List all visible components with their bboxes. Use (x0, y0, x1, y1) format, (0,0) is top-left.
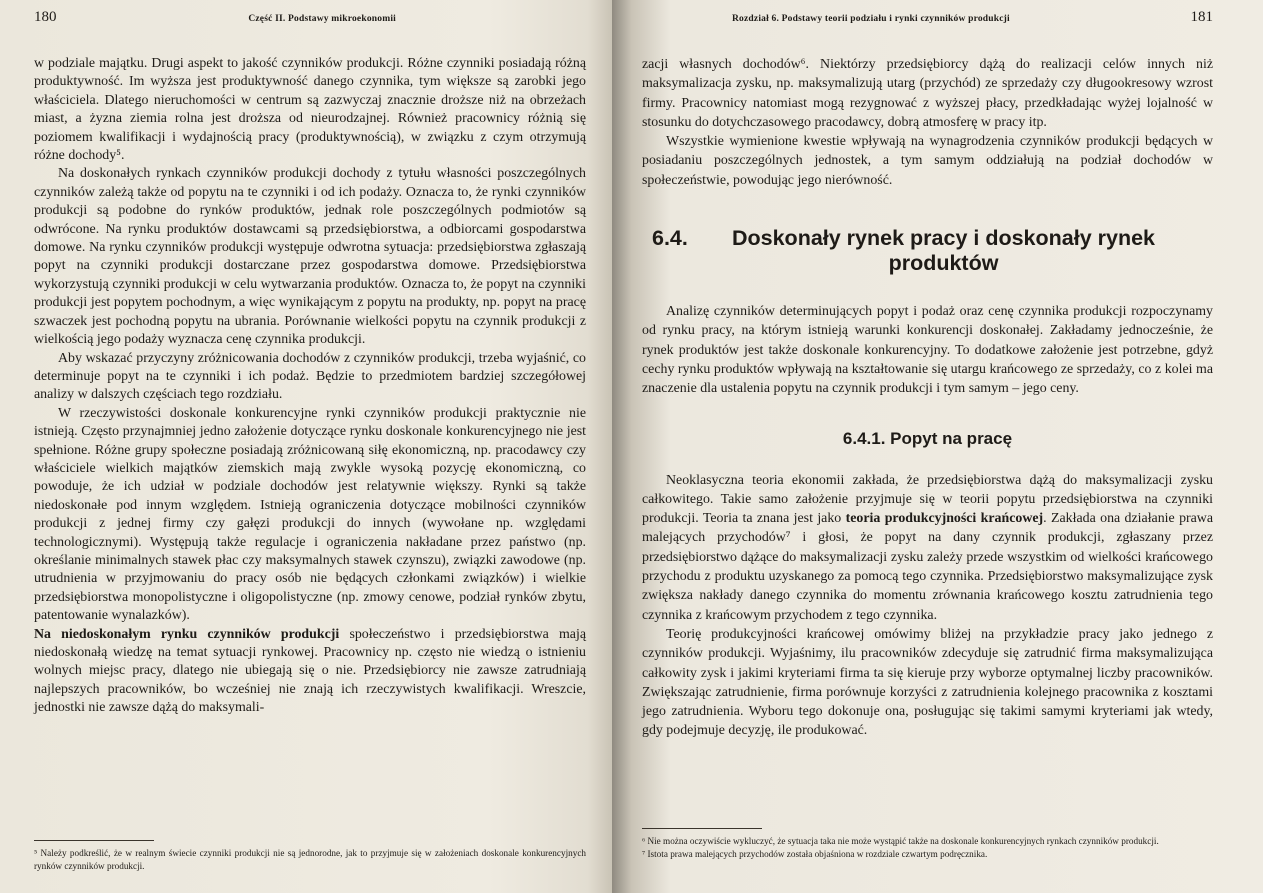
bold-term: Na niedoskonałym rynku czynników produkcji (34, 626, 340, 642)
paragraph: Teorię produkcyjności krańcowej omówimy bliżej na przykładzie pracy jako jednego z czynników produkcji. Wyjaśnimy, ilu pracowników zdecyduje się zatrudnić firma maksymalizująca całkowity zysk i jakimi kryteriami firma ta się kieruje przy wyborze optymalnej liczby pracowników. Zwiększając zatrudnienie, firma porównuje korzyści z zatrudnienia kolejnego pracownika z kosztami jego zatrudnienia. Wyboru tego dokonuje ona, posługując się takimi samymi kryteriami jak wtedy, gdy podejmuje decyzję, ile produkować. (642, 626, 1213, 739)
paragraph: Na doskonałych rynkach czynników produkcji dochody z tytułu własności poszczególnych czynników zależą także od popytu na te czynniki i od ich podaży. Oznacza to, że rynki czynników produkcji są podobne do rynków produktów, jednak role poszczególnych podmiotów są odwrócone. Na rynku produktów dostawcami są przedsiębiorstwa, a odbiorcami gospodarstwa domowe. Na rynku czynników produkcji występuje odwrotna sytuacja: przedsiębiorstwa zgłaszają popyt na czynniki produkcji dostarczane przez gospodarstwa domowe. Przedsiębiorstwa wykorzystują czynniki produkcji w celu wytwarzania produktów. Oznacza to, że popyt na czynniki produkcji jest popytem pochodnym, a więc wynikającym z popytu na produkty, np. popyt na pracę szwaczek jest pochodną popytu na ubrania. Porównanie wielkości popytu na czynnik produkcji z wielkością jego podaży wyznacza cenę czynnika produkcji. (34, 166, 586, 348)
paragraph: W rzeczywistości doskonale konkurencyjne rynki czynników produkcji praktycznie nie istnieją. Często przynajmniej jedno założenie dotyczące rynku doskonale konkurencyjnego nie jest spełnione. Różne grupy społeczne posiadają zróżnicowaną siłę ekonomiczną, np. pracodawcy czy właściciele wielkich majątków ziemskich mają zwykle wysoką pozycję ekonomiczną, co powoduje, że ich udział w podziale dochodów jest relatywnie większy. Rynki są także niedoskonałe pod innym względem. Istnieją ograniczenia dotyczące mobilności czynników produkcji z jednej firmy czy gałęzi produkcji do innych (wywołane np. względami technologicznymi). Występują także regulacje i ograniczenia nakładane przez państwo (np. określanie minimalnych stawek płac czy maksymalnych stawek czynszu), związki zawodowe (np. utrudnienia w przyjmowaniu do pracy osób nie będących członkami związków) i wielkie przedsiębiorstwa monopolistyczne i oligopolistyczne (np. zmowy cenowe, podział rynków zbytu, patentowanie wynalazków). (34, 405, 586, 624)
footnote: ⁷ Istota prawa malejących przychodów została objaśniona w rozdziale czwartym podręcznika. (642, 848, 988, 859)
right-body (642, 55, 1213, 741)
footnote: ⁵ Należy podkreślić, że w realnym świecie czynniki produkcji nie są jednorodne, jak to przyjmuje się w założeniach doskonale konkurencyjnych rynków czynników produkcji. (34, 848, 586, 871)
right-page (612, 0, 1263, 893)
paragraph: w podziale majątku. Drugi aspekt to jakość czynników produkcji. Różne czynniki posiadają różną produktywność. Im wyższa jest produktywność danego czynnika, tym większe są zarobki jego właściciela. Dlatego nieruchomości w centrum są zazwyczaj znacznie droższe niż na obrzeżach miast, a żyzna ziemia rolna jest droższa od nieurodzajnej. Również pracownicy różnią się poziomem kwalifikacji i wydajnością pracy (produktywnością), w związku z czym otrzymują różne dochody⁵. (34, 56, 586, 164)
paragraph: zacji własnych dochodów⁶. Niektórzy przedsiębiorcy dążą do realizacji celów innych niż maksymalizacja zysku, np. maksymalizują utarg (przychód) ze sprzedaży czy długookresowy wzrost firmy. Pracownicy natomiast mogą rezygnować z wyższej płacy, przedkładając wyżej lojalność w stosunku do dotychczasowego pracodawcy, dobrą atmosferę w pracy itp. (642, 57, 1213, 130)
section-heading (652, 226, 1213, 276)
section-number: 6.4. (652, 226, 688, 251)
running-head: Część II. Podstawy mikroekonomii (248, 14, 396, 24)
paragraph: Wszystkie wymienione kwestie wpływają na wynagrodzenia czynników produkcji będących w posiadaniu poszczególnych jednostek, a tym samym oddziałują na podział dochodów w społeczeństwie, powodując jego nierówność. (642, 134, 1213, 188)
page-number: 181 (1190, 9, 1213, 25)
footnotes (34, 830, 586, 872)
footnote-rule (642, 828, 762, 829)
left-page (0, 0, 612, 893)
bold-term: teoria produkcyjności krańcowej (845, 511, 1044, 527)
paragraph-text: społeczeństwo i przedsiębiorstwa mają niedoskonałą wiedzę na temat sytuacji rynkowej. Pracownicy np. często nie wiedzą o istnieniu wolnych miejsc pracy, dlatego nie ubiegają się o nie. Przedsiębiorcy nie zawsze zatrudniają najlepszych pracowników, bo wcześniej nie znają ich rzeczywistych kwalifikacji. Wreszcie, jednostki nie zawsze dążą do maksymali- (34, 626, 586, 716)
paragraph-text: Neoklasyczna teoria ekonomii zakłada, że przedsiębiorstwa dążą do maksymalizacji zysku całkowitego. Takie samo założenie przyjmuje się w teorii popytu przedsiębiorstwa na czynniki produkcji. Teoria ta znana jest jako (642, 472, 1213, 527)
paragraph: Analizę czynników determinujących popyt i podaż oraz cenę czynnika produkcji rozpoczynamy od rynku pracy, na którym istnieją warunki konkurencji doskonałej. Zakładamy jednocześnie, że rynek produktów jest także doskonale konkurencyjny. To dodatkowe założenie jest potrzebne, gdyż cechy rynku produktów wpływają na kształtowanie się utargu krańcowego ze sprzedaży, co z kolei ma znaczenie dla ustalenia popytu na czynnik produkcji i tym samym – jego ceny. (642, 304, 1213, 397)
running-head: Rozdział 6. Podstawy teorii podziału i rynki czynników produkcji (732, 14, 1010, 24)
paragraph (34, 626, 586, 718)
left-body (34, 55, 586, 718)
right-header (642, 9, 1213, 41)
footnote-rule (34, 840, 154, 841)
footnotes (642, 818, 1213, 860)
paragraph (642, 471, 1213, 625)
left-header (34, 9, 586, 41)
paragraph: Aby wskazać przyczyny zróżnicowania dochodów z czynników produkcji, trzeba wyjaśnić, co determinuje popyt na te czynniki i ich podaż. Będzie to przedmiotem bardziej szczegółowej analizy w dalszych częściach tego rozdziału. (34, 350, 586, 403)
page-number: 180 (34, 9, 57, 25)
section-title: Doskonały rynek pracy i doskonały rynek produktów (731, 226, 1156, 276)
paragraph-text: . Zakłada ona działanie prawa malejących przychodów⁷ i głosi, że popyt na dany czynnik produkcji, zgłaszany przez przedsiębiorstwo dążące do maksymalizacji zysku zależy przede wszystkim od wielkości krańcowego przychodu z produktu uzyskanego za pomocą tego czynnika. Przedsiębiorstwo maksymalizujące zysk zwiększa nakłady danego czynnika do momentu zrównania krańcowego kosztu zatrudnienia tego czynnika z krańcowym przychodem z tego czynnika. (642, 511, 1213, 623)
footnote: ⁶ Nie można oczywiście wykluczyć, że sytuacja taka nie może wystąpić także na doskonale konkurencyjnych rynkach czynników produkcji. (642, 836, 1159, 846)
subsection-heading: 6.4.1. Popyt na pracę (842, 428, 1013, 448)
